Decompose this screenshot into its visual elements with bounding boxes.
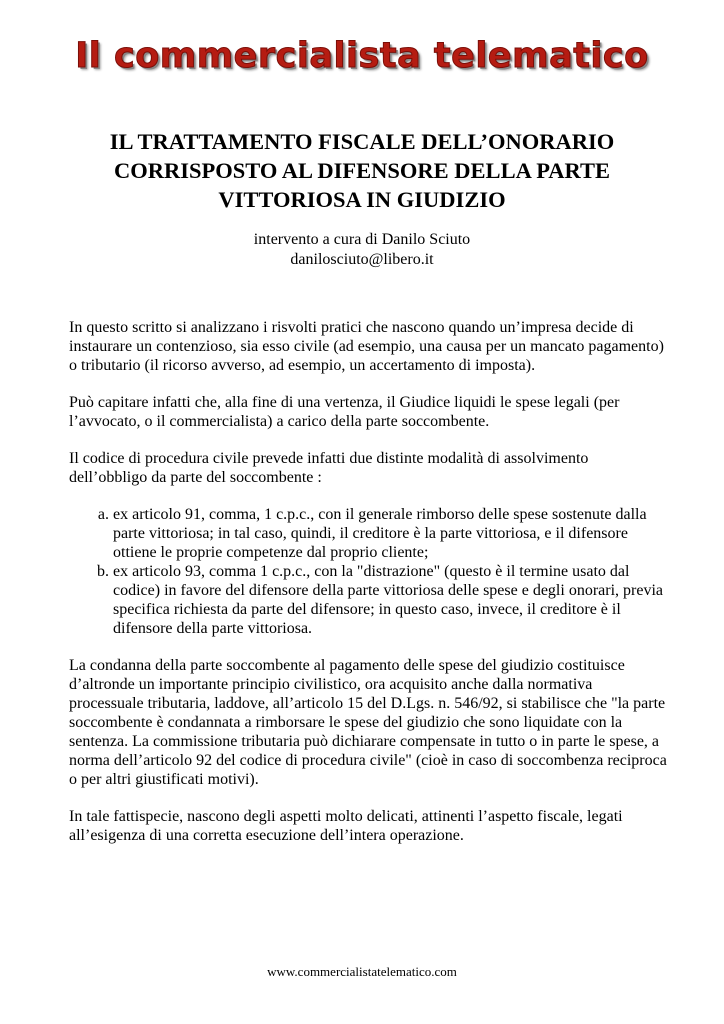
paragraph-codice: Il codice di procedura civile prevede infatti due distinte modalità di assolvimento dell’obbligo da parte del soccombente : <box>69 450 589 486</box>
modalita-list <box>69 505 669 638</box>
site-banner <box>0 36 724 76</box>
author-line: intervento a cura di Danilo Sciuto <box>253 231 471 248</box>
author-email: danilosciuto@libero.it <box>290 251 434 268</box>
document-body <box>69 318 669 863</box>
author-block <box>0 230 724 270</box>
footer-url: www.commercialistatelematico.com <box>267 964 457 979</box>
paragraph-condanna: La condanna della parte soccombente al pagamento delle spese del giudizio costituisce d’altronde un importante principio civilistico, ora acquisito anche dalla normativa processuale tributaria, laddove, all’articolo 15 del D.Lgs. n. 546/92, si stabilisce che "la parte soccombente è condannata a rimborsare le spese del giudizio che sono liquidate con la sentenza. La commissione tributaria può dichiarare compensate in tutto o in parte le spese, a norma dell’articolo 92 del codice di procedura civile" (cioè in caso di soccombenza reciproca o per altri giustificati motivi). <box>69 657 667 788</box>
list-item: b. ex articolo 93, comma 1 c.p.c., con la "distrazione" (questo è il termine usato dal codice) in favore del difensore della parte vittoriosa delle spese e degli onorari, previa specifica richiesta da parte del difensore; in questo caso, invece, il creditore è il difensore della parte vittoriosa. <box>113 562 669 638</box>
document-title: IL TRATTAMENTO FISCALE DELL’ONORARIO CORRISPOSTO AL DIFENSORE DELLA PARTE VITTORIOSA IN GIUDIZIO <box>109 129 615 212</box>
paragraph-fattispecie: In tale fattispecie, nascono degli aspetti molto delicati, attinenti l’aspetto fiscale, legati all’esigenza di una corretta esecuzione dell’intera operazione. <box>69 808 623 844</box>
paragraph-spese: Può capitare infatti che, alla fine di una vertenza, il Giudice liquidi le spese legali (per l’avvocato, o il commercialista) a carico della parte soccombente. <box>69 394 620 430</box>
paragraph-intro: In questo scritto si analizzano i risvolti pratici che nascono quando un’impresa decide di instaurare un contenzioso, sia esso civile (ad esempio, una causa per un mancato pagamento) o tributario (il ricorso avverso, ad esempio, un accertamento di imposta). <box>69 319 664 374</box>
list-item: a. ex articolo 91, comma, 1 c.p.c., con il generale rimborso delle spese sostenute dalla parte vittoriosa; in tal caso, quindi, il creditore è la parte vittoriosa, e il difensore ottiene le proprie competenze dal proprio cliente; <box>113 505 669 562</box>
banner-logo-text: Il commercialista telematico <box>75 36 649 76</box>
